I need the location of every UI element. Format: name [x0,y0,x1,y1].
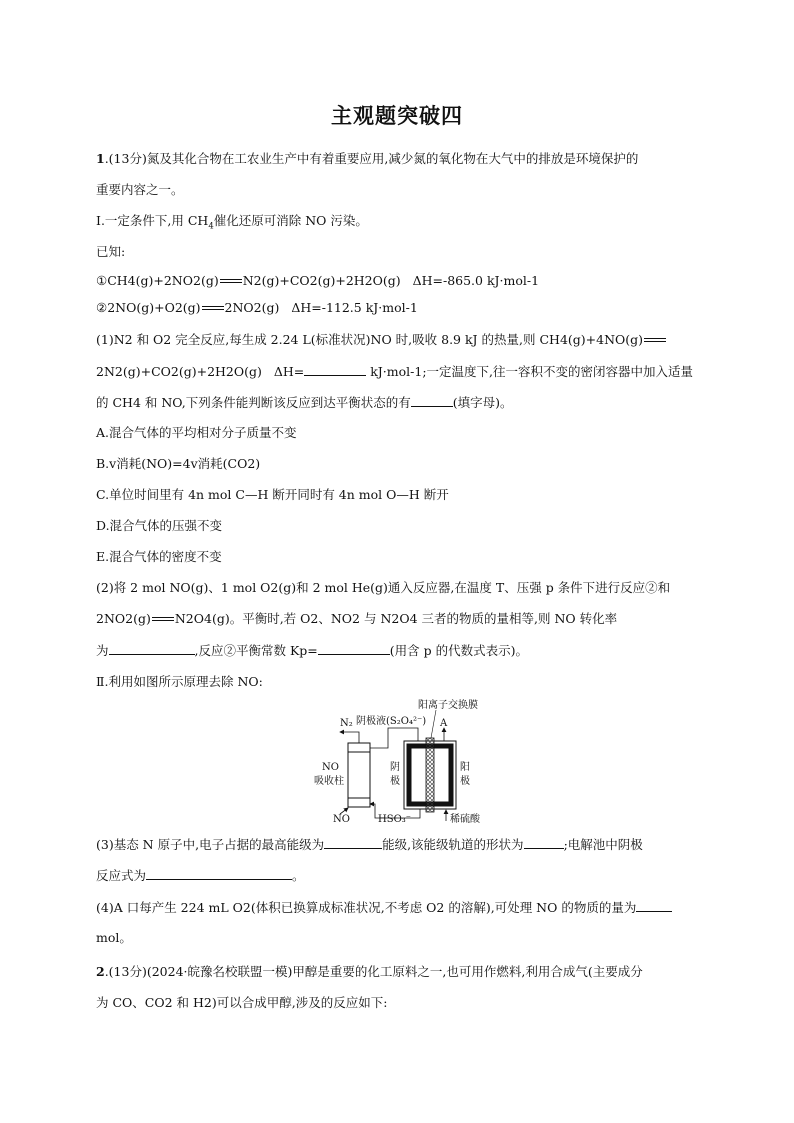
q2-number: 2 [96,964,105,979]
label-hso3: HSO₃⁻ [378,814,412,825]
answer-blank-conversion[interactable] [109,641,195,655]
equation-1: ①CH4(g)+2NO2(g) N2(g)+CO2(g)+2H2O(g) ΔH=-865.0 kJ·mol-1 [96,273,540,288]
sub1-line1: (1)N2 和 O2 完全反应,每生成 2.24 L(标准状况)NO 时,吸收 8.9 kJ 的热量,则 CH4(g)+4NO(g) [96,331,706,349]
answer-blank-dh[interactable] [304,362,366,376]
label-no-inlet: NO [333,814,350,825]
label-dilute-acid: 稀硫酸 [450,814,480,825]
answer-blank-equilibrium[interactable] [411,393,453,407]
sub2-line1: (2)将 2 mol NO(g)、1 mol O2(g)和 2 mol He(g)通入反应器,在温度 T、压强 p 条件下进行反应②和 [96,580,671,595]
answer-blank-orbital-shape[interactable] [524,835,564,849]
option-e: E.混合气体的密度不变 [96,549,222,564]
q2-line2: 为 CO、CO2 和 H2)可以合成甲醇,涉及的反应如下: [96,995,388,1010]
sub2-line3: 为 ,反应②平衡常数 Kp= (用含 p 的代数式表示)。 [96,643,528,658]
label-no-column-1: NO [322,762,339,773]
sub3-line2: 反应式为 。 [96,868,305,883]
label-anode-1: 阳 [460,762,470,773]
answer-blank-cathode-equation[interactable] [146,866,292,880]
equilibrium-arrow-icon [220,278,242,285]
label-a: A [440,718,448,729]
known-label: 已知: [96,244,126,259]
sub1-line2: 2N2(g)+CO2(g)+2H2O(g) ΔH= kJ·mol-1;一定温度下,往一容积不变的密闭容器中加入适量 [96,364,694,379]
label-membrane: 阳离子交换膜 [418,700,478,711]
equilibrium-arrow-icon [152,616,174,623]
equilibrium-arrow-icon [644,337,666,344]
option-a: A.混合气体的平均相对分子质量不变 [96,425,297,440]
sub3-line1: (3)基态 N 原子中,电子占据的最高能级为 能级,该能级轨道的形状为 ;电解池中阴极 [96,837,643,852]
sub4-line1: (4)A 口每产生 224 mL O2(体积已换算成标准状况,不考虑 O2 的溶解),可处理 NO 的物质的量为 [96,898,706,917]
option-b: B.v消耗(NO)=4v消耗(CO2) [96,456,261,471]
part1-heading: Ⅰ.一定条件下,用 $CH_4$催化还原可消除 NO 污染。 [96,213,368,232]
sub4-line2: mol。 [96,930,132,945]
q2-line1: 2.(13分)(2024·皖豫名校联盟一模)甲醇是重要的化工原料之一,也可用作燃料,利用合成气(主要成分 [96,964,643,979]
q1-intro-line2: 重要内容之一。 [96,182,184,197]
label-cathode-1: 阴 [390,762,400,773]
q1-intro-line1: 1.(13分)氮及其化合物在工农业生产中有着重要应用,减少氮的氧化物在大气中的排放是环境保护的 [96,151,639,166]
page-title: 主观题突破四 [331,104,463,128]
label-cathode-2: 极 [390,776,400,787]
cation-exchange-membrane [426,738,434,812]
label-no-column-2: 吸收柱 [314,776,344,787]
absorption-column [348,743,370,807]
answer-blank-kp[interactable] [318,641,390,655]
part2-heading: Ⅱ.利用如图所示原理去除 NO: [96,674,263,689]
equation-2: ②2NO(g)+O2(g) 2NO2(g) ΔH=-112.5 kJ·mol-1 [96,300,418,315]
label-anode-2: 极 [460,776,470,787]
electrolysis-diagram [300,696,490,826]
label-n2: N₂ [340,718,353,729]
label-catholyte: 阴极液(S₂O₄²⁻) [356,716,427,727]
equilibrium-arrow-icon [202,305,224,312]
sub2-line2: 2NO2(g) N2O4(g)。平衡时,若 O2、NO2 与 N2O4 三者的物质的量相等,则 NO 转化率 [96,611,618,626]
option-c: C.单位时间里有 4n mol C—H 断开同时有 4n mol O—H 断开 [96,487,449,502]
answer-blank-energy-level[interactable] [324,835,382,849]
q1-number: 1 [96,151,105,166]
option-d: D.混合气体的压强不变 [96,518,223,533]
answer-blank-no-amount[interactable] [636,898,672,912]
sub1-line3: 的 CH4 和 NO,下列条件能判断该反应到达平衡状态的有 (填字母)。 [96,395,513,410]
